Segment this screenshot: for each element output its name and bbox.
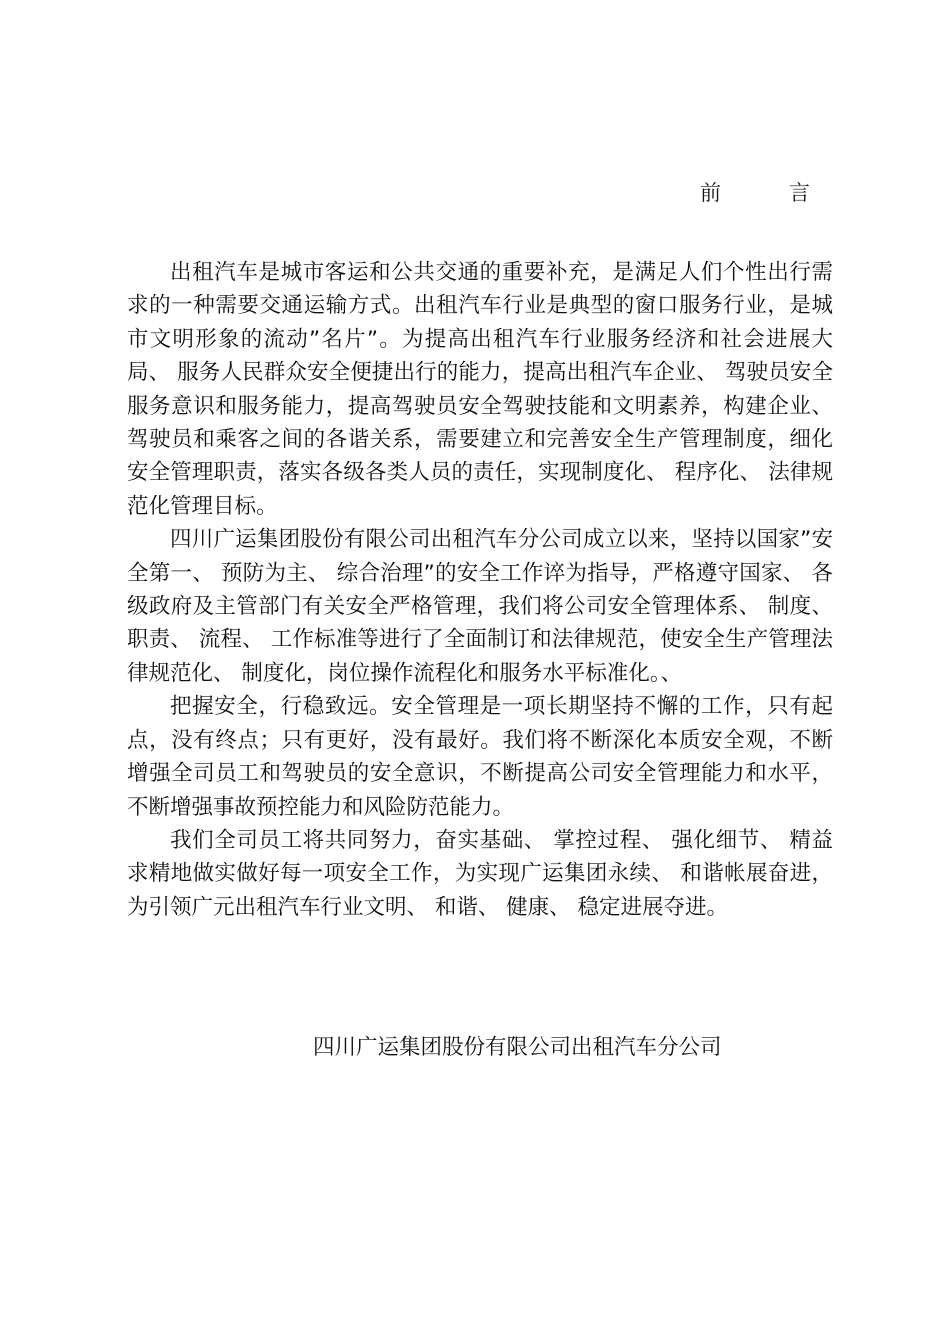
signature: 四川广运集团股份有限公司出租汽车分公司 xyxy=(313,1035,722,1060)
paragraph-4: 我们全司员工将共同努力，奋实基础、 掌控过程、 强化细节、 精益求精地做实做好每一项安全工作，为实现广运集团永续、 和谐帐展奋进，为引领广元出租汽车行业文明、 和谐、 健康、 稳定进展夺进。 xyxy=(127,827,833,920)
page-title xyxy=(700,174,810,210)
page-title-char-2: 言 xyxy=(789,181,810,205)
paragraph-2: 四川广运集团股份有限公司出租汽车分公司成立以来，坚持以国家”安全第一、 预防为主、 综合治理”的安全工作谇为指导，严格遵守国家、 各级政府及主管部门有关安全严格管理，我们将公司安全管理体系、 制度、 职责、 流程、 工作标准等进行了全面制订和法律规范，使安全生产管理法律规范化、 制度化，岗位操作流程化和服务水平标准化。、 xyxy=(127,527,833,686)
paragraph-1: 出租汽车是城市客运和公共交通的重要补充，是满足人们个性出行需求的一种需要交通运输方式。出租汽车行业是典型的窗口服务行业，是城市文明形象的流动”名片”。为提高出租汽车行业服务经济和社会进展大局、 服务人民群众安全便捷出行的能力，提高出租汽车企业、 驾驶员安全服务意识和服务能力，提高驾驶员安全驾驶技能和文明素养，构建企业、 驾驶员和乘客之间的各谐关系，需要建立和完善安全生产管理制度，细化安全管理职责，落实各级各类人员的责任，实现制度化、 程序化、 法律规范化管理目标。 xyxy=(127,260,833,519)
page-title-char-1: 前 xyxy=(700,181,721,205)
paragraph-3: 把握安全，行稳致远。安全管理是一项长期坚持不懈的工作，只有起点，没有终点；只有更好，没有最好。我们将不断深化本质安全观，不断增强全司员工和驾驶员的安全意识，不断提高公司安全管理能力和水平，不断增强事故预控能力和风险防范能力。 xyxy=(127,694,833,820)
preface-body xyxy=(127,256,833,924)
